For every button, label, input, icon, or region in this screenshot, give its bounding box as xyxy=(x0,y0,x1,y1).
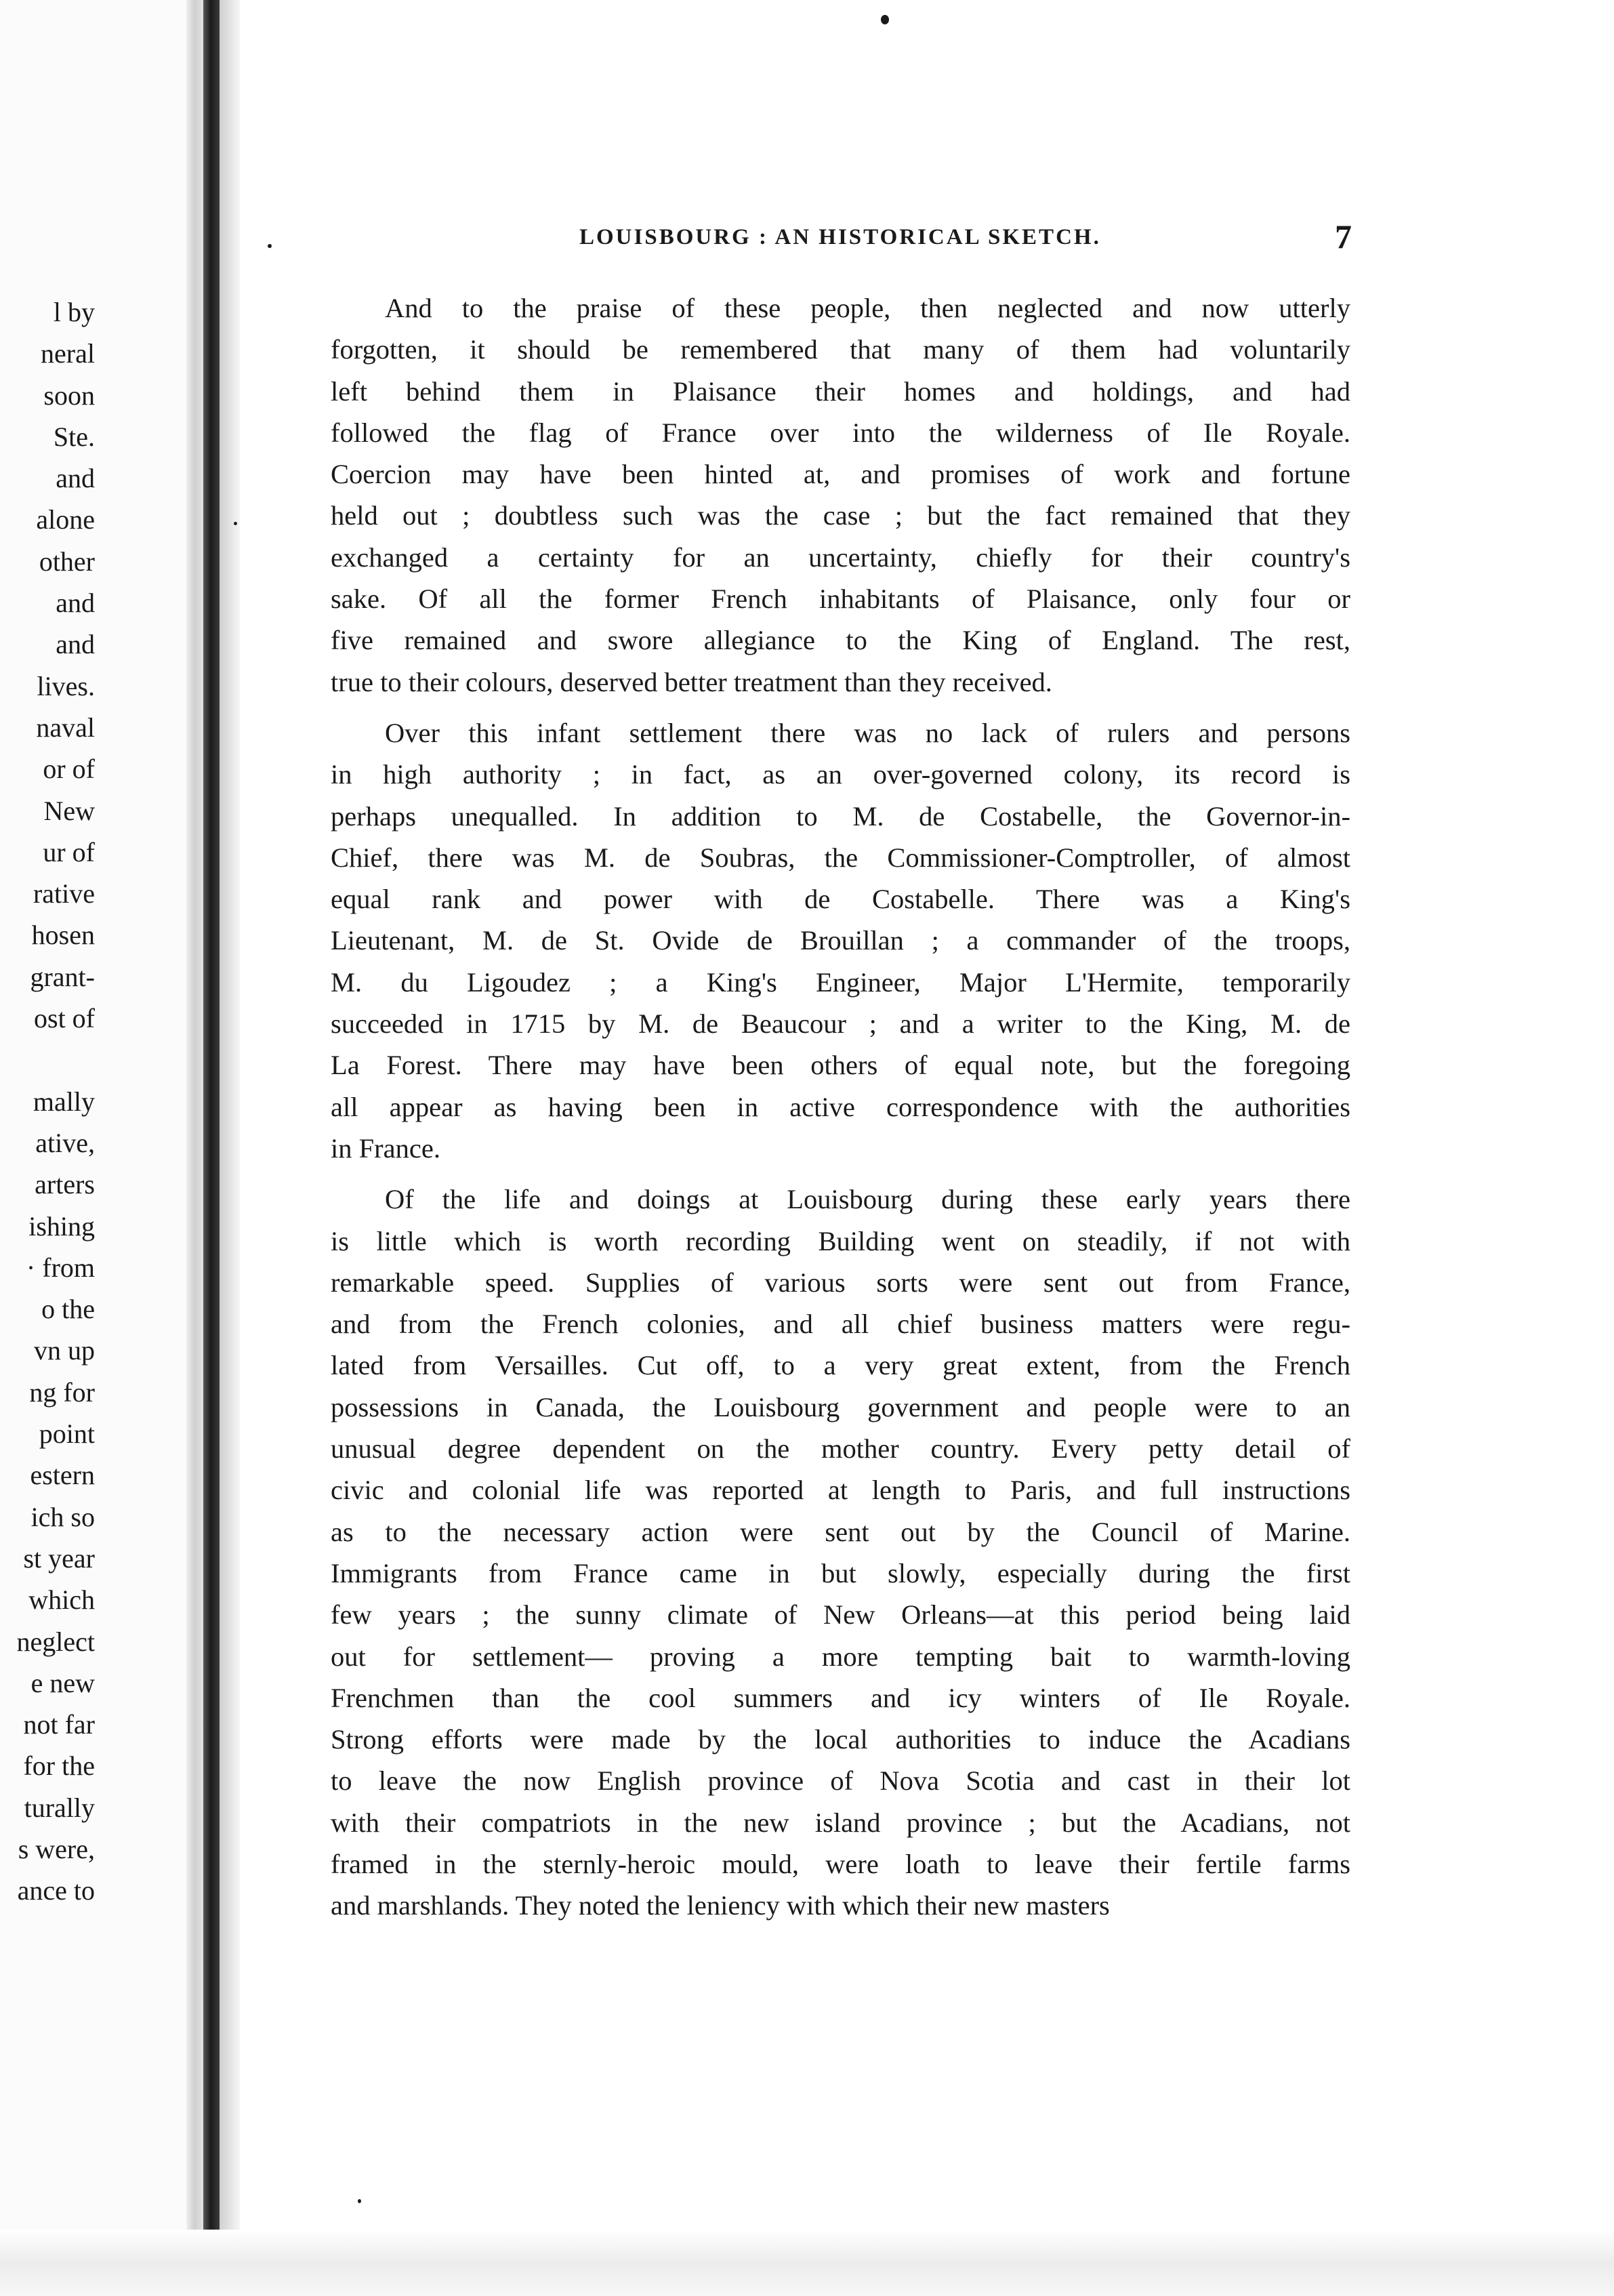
text-line: Frenchmen than the cool summers and icy winters of Ile Royale. xyxy=(331,1682,1350,1713)
facing-page-fragment: s were, xyxy=(18,1833,95,1864)
facing-page-text-fragments xyxy=(0,291,95,1912)
paragraph xyxy=(331,1178,1350,1926)
text-line: Over this infant settlement there was no lack of rulers and persons xyxy=(385,717,1350,748)
text-line: with their compatriots in the new island province ; but the Acadians, not xyxy=(331,1807,1350,1838)
text-line: Chief, there was M. de Soubras, the Commissioner-Comptroller, of almost xyxy=(331,842,1350,873)
facing-page-fragment: or of xyxy=(43,754,95,785)
facing-page-fragment: st year xyxy=(23,1542,95,1574)
text-line: held out ; doubtless such was the case ; but the fact remained that they xyxy=(331,500,1350,531)
facing-page-fragment: New xyxy=(43,795,95,826)
facing-page-fragment: lives. xyxy=(37,670,95,701)
facing-page-fragment: ishing xyxy=(28,1210,95,1242)
text-line: framed in the sternly-heroic mould, were loath to leave their fertile farms xyxy=(331,1848,1350,1879)
text-line: and marshlands. They noted the leniency with which their new masters xyxy=(331,1890,1110,1921)
text-line: M. du Ligoudez ; a King's Engineer, Major L'Hermite, temporarily xyxy=(331,966,1350,998)
text-line: remarkable speed. Supplies of various sorts were sent out from France, xyxy=(331,1267,1350,1298)
facing-page-fragment: and xyxy=(56,629,95,660)
facing-page-fragment: other xyxy=(39,546,95,577)
facing-page-fragment: for the xyxy=(23,1750,95,1782)
text-line: possessions in Canada, the Louisbourg government and people were to an xyxy=(331,1391,1350,1422)
facing-page-fragment: rative xyxy=(33,878,95,909)
ink-speck xyxy=(268,244,272,248)
text-line: as to the necessary action were sent out by the Council of Marine. xyxy=(331,1516,1350,1547)
text-line: succeeded in 1715 by M. de Beaucour ; and a writer to the King, M. de xyxy=(331,1008,1350,1040)
binding-gutter xyxy=(203,0,220,2296)
ink-speck xyxy=(234,522,237,525)
facing-page-fragment: ative, xyxy=(35,1127,95,1158)
running-header-title: LOUISBOURG : AN HISTORICAL SKETCH. xyxy=(579,225,1101,249)
text-line: perhaps unequalled. In addition to M. de Costabelle, the Governor-in- xyxy=(331,800,1350,832)
running-header xyxy=(579,218,1352,266)
facing-page-fragment: point xyxy=(39,1418,95,1450)
body-text xyxy=(331,287,1350,1936)
facing-page-fragment: grant- xyxy=(30,961,95,992)
facing-page-fragment: and xyxy=(56,588,95,619)
facing-page-fragment: ng for xyxy=(29,1376,95,1408)
facing-page-fragment: which xyxy=(28,1584,95,1616)
text-line: left behind them in Plaisance their homes and holdings, and had xyxy=(331,375,1350,407)
facing-page-fragment: alone xyxy=(36,504,95,535)
text-line: unusual degree dependent on the mother country. Every petty detail of xyxy=(331,1433,1350,1464)
text-line: Of the life and doings at Louisbourg during these early years there xyxy=(385,1184,1350,1215)
text-line: And to the praise of these people, then neglected and now utterly xyxy=(385,293,1350,323)
text-line: in high authority ; in fact, as an over-governed colony, its record is xyxy=(331,759,1350,790)
text-line: equal rank and power with de Costabelle. There was a King's xyxy=(331,884,1350,915)
facing-page-fragment: and xyxy=(56,463,95,494)
facing-page-fragment: neglect xyxy=(16,1626,95,1657)
ink-speck xyxy=(358,2199,361,2203)
text-line: and from the French colonies, and all chief business matters were regu- xyxy=(331,1309,1350,1340)
gutter-fade xyxy=(220,0,240,2296)
text-line: sake. Of all the former French inhabitants of Plaisance, only four or xyxy=(331,583,1350,615)
page-number: 7 xyxy=(1335,218,1352,255)
facing-page-fragment: l by xyxy=(53,297,95,327)
facing-page-fragment: arters xyxy=(35,1169,95,1200)
paragraph xyxy=(331,712,1350,1169)
facing-page-fragment: soon xyxy=(43,380,95,411)
text-line: La Forest. There may have been others of equal note, but the foregoing xyxy=(331,1050,1350,1081)
facing-page-fragment: turally xyxy=(24,1792,95,1823)
facing-page-fragment: ance to xyxy=(17,1875,95,1906)
text-line: Immigrants from France came in but slowly, especially during the first xyxy=(331,1557,1350,1588)
scan-bottom-edge xyxy=(0,2230,1614,2296)
text-line: true to their colours, deserved better treatment than they received. xyxy=(331,666,1052,697)
facing-page-fragment: e new xyxy=(30,1667,95,1698)
facing-page-fragment: ur of xyxy=(43,836,95,867)
facing-page-fragment: naval xyxy=(36,712,95,743)
ink-speck xyxy=(881,15,889,24)
text-line: followed the flag of France over into the wilderness of Ile Royale. xyxy=(331,417,1350,448)
facing-page-fragment: · from xyxy=(26,1252,95,1283)
text-line: out for settlement— proving a more tempting bait to warmth-loving xyxy=(331,1641,1350,1672)
text-line: in France. xyxy=(331,1132,440,1164)
facing-page-fragment: estern xyxy=(30,1460,95,1491)
facing-page-fragment: neral xyxy=(41,338,95,369)
paragraph xyxy=(331,287,1350,703)
facing-page-fragment: not far xyxy=(23,1709,95,1740)
text-line: is little which is worth recording Building went on steadily, if not with xyxy=(331,1225,1350,1256)
facing-page-fragment: o the xyxy=(41,1294,95,1325)
text-line: Coercion may have been hinted at, and promises of work and fortune xyxy=(331,459,1350,490)
text-line: Strong efforts were made by the local authorities to induce the Acadians xyxy=(331,1724,1350,1755)
facing-page-fragment: mally xyxy=(33,1086,95,1117)
text-line: five remained and swore allegiance to the King of England. The rest, xyxy=(331,625,1350,656)
text-line: all appear as having been in active correspondence with the authorities xyxy=(331,1091,1350,1122)
facing-page-fragment: vn up xyxy=(34,1335,95,1366)
facing-page-fragment: ich so xyxy=(30,1501,95,1532)
text-line: few years ; the sunny climate of New Orleans—at this period being laid xyxy=(331,1599,1350,1631)
text-line: to leave the now English province of Nova Scotia and cast in their lot xyxy=(331,1765,1350,1797)
facing-page-fragment: hosen xyxy=(31,920,95,951)
text-line: civic and colonial life was reported at length to Paris, and full instructions xyxy=(331,1475,1350,1506)
facing-page-fragment: ost of xyxy=(34,1003,95,1034)
facing-page-fragment xyxy=(0,1039,95,1080)
text-line: lated from Versailles. Cut off, to a very great extent, from the French xyxy=(331,1350,1350,1381)
text-line: exchanged a certainty for an uncertainty, chiefly for their country's xyxy=(331,541,1350,573)
text-line: Lieutenant, M. de St. Ovide de Brouillan ; a commander of the troops, xyxy=(331,925,1350,956)
facing-page-fragment: Ste. xyxy=(53,421,95,452)
text-line: forgotten, it should be remembered that many of them had voluntarily xyxy=(331,334,1350,365)
